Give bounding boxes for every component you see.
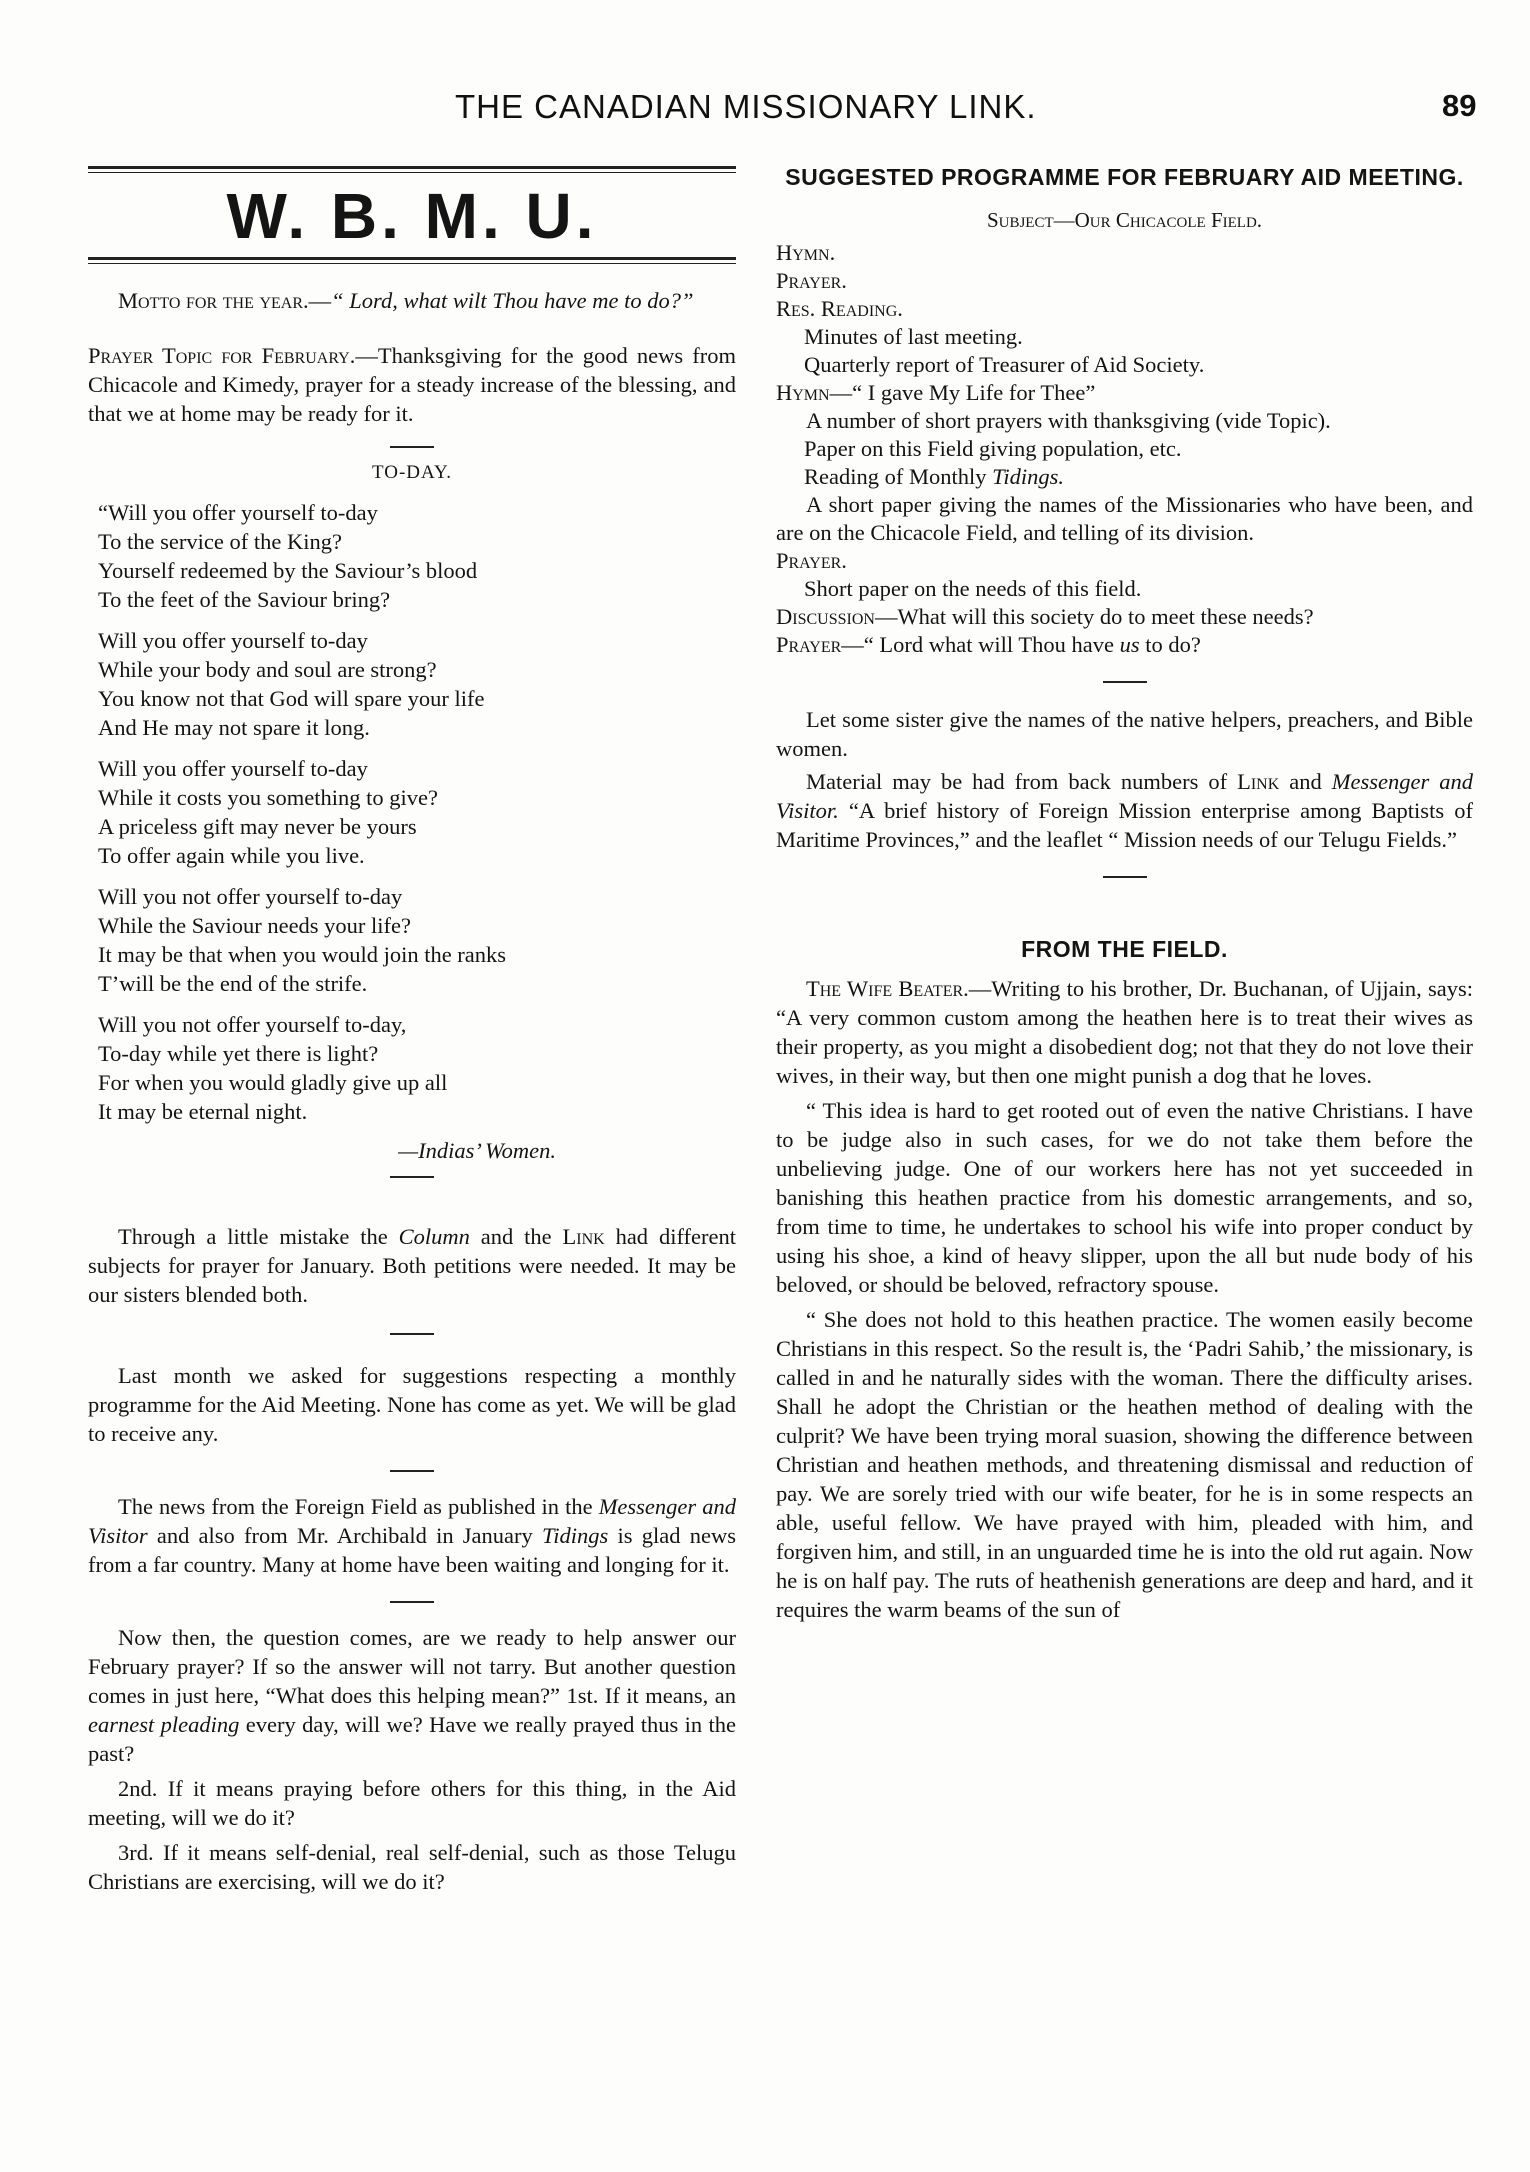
programme-item: Paper on this Field giving population, etc. xyxy=(804,436,1182,461)
paragraph-material xyxy=(776,767,1473,854)
text-run: —“ Lord what will Thou have xyxy=(841,632,1120,657)
text-run: —What will this society do to meet these needs? xyxy=(874,604,1314,629)
poem-title: TO-DAY. xyxy=(371,462,453,483)
text-run-smallcaps: The Wife Beater. xyxy=(806,976,969,1001)
poem-line: To the service of the King? xyxy=(98,529,342,554)
prayer-topic-label: Prayer Topic for February. xyxy=(88,343,356,368)
poem-attribution: —Indias’ Women. xyxy=(398,1138,556,1163)
text-run-italic: Column xyxy=(398,1224,470,1249)
text-run: Through a little mistake the xyxy=(118,1224,399,1249)
divider-rule xyxy=(390,1601,434,1603)
poem xyxy=(88,498,736,1126)
text-run: is glad news from a far country. Many at home have been waiting and longing for it. xyxy=(88,1523,736,1577)
divider-rule xyxy=(390,1176,434,1178)
divider-rule xyxy=(1103,681,1147,683)
poem-line: Will you not offer yourself to-day xyxy=(98,884,403,909)
programme-item xyxy=(776,379,1473,407)
poem-line: A priceless gift may never be yours xyxy=(98,814,417,839)
motto xyxy=(88,286,736,315)
text-run-smallcaps: Prayer xyxy=(776,632,842,657)
poem-line: For when you would gladly give up all xyxy=(98,1070,448,1095)
poem-stanza xyxy=(98,754,736,870)
programme-item: Hymn. xyxy=(776,240,836,265)
paragraph-mistake xyxy=(88,1222,736,1309)
paragraph-sister: Let some sister give the names of the native helpers, preachers, and Bible women. xyxy=(776,707,1473,761)
text-run-italic: Messenger and Visitor xyxy=(88,1494,736,1548)
text-run: The news from the Foreign Field as published in the xyxy=(118,1494,599,1519)
divider-rule xyxy=(390,1470,434,1472)
poem-stanza xyxy=(98,626,736,742)
text-run-italic: Messenger and Visitor. xyxy=(776,769,1473,823)
text-run: and also from Mr. Archibald in January xyxy=(147,1523,543,1548)
right-column xyxy=(776,164,1473,1624)
left-column xyxy=(88,166,736,1896)
text-run: and xyxy=(1279,769,1332,794)
text-run: Now then, the question comes, are we ready to help answer our February prayer? If so the answer will not tarry. But another question comes in just here, “What does this helping mean?” 1st. If it means, an xyxy=(88,1625,736,1708)
text-run: to do? xyxy=(1139,632,1201,657)
prayer-topic-text: —Thanksgiving for the good news from Chicacole and Kimedy, prayer for a steady increase of the blessing, and that we at home may be ready for it. xyxy=(88,343,736,426)
text-run: —Writing to his brother, Dr. Buchanan, of Ujjain, says: “A very common custom among the heathen here is to treat their wives as their property, as you might a disobedient dog; not that they do not love their wives, in their way, but then one might punish a dog that he loves. xyxy=(776,976,1473,1088)
programme-item: Prayer. xyxy=(776,268,847,293)
masthead-bottom-rule xyxy=(88,257,736,264)
programme-item: Minutes of last meeting. xyxy=(804,324,1023,349)
programme-subject: Subject—Our Chicacole Field. xyxy=(986,208,1263,232)
paragraph-news xyxy=(88,1492,736,1579)
from-field-heading: FROM THE FIELD. xyxy=(1021,936,1228,962)
poem-line: “Will you offer yourself to-day xyxy=(98,500,378,525)
motto-text: “ Lord, what wilt Thou have me to do?” xyxy=(331,288,694,313)
poem-line: Will you not offer yourself to-day, xyxy=(98,1012,407,1037)
programme-item: A number of short prayers with thanksgiving (vide Topic). xyxy=(806,408,1331,433)
paragraph-she: “ She does not hold to this heathen practice. The women easily become Christians in this respect. So the result is, the ‘Padri Sahib,’ the missionary, is called in and he naturally sides with the woman. There the difficulty arises. Shall he adopt the Christian or the heathen method of dealing with the culprit? We have been trying moral suasion, showing the difference between Christian and heathen methods, and threatening dismissal and reduction of pay. We are sorely tried with our wife beater, for he is in some respects an able, useful fellow. We have prayed with him, pleaded with him, and forgiven him, and still, in an unguarded time he is into the old rut again. Now he is on half pay. The ruts of heathenish generations are deep and hard, and it requires the warm beams of the sun of xyxy=(776,1307,1473,1622)
paragraph-2nd: 2nd. If it means praying before others for this thing, in the Aid meeting, will we do it? xyxy=(88,1776,736,1830)
poem-line: While it costs you something to give? xyxy=(98,785,438,810)
masthead: W. B. M. U. xyxy=(226,180,598,252)
text-run-italic: Tidings. xyxy=(992,464,1065,489)
poem-line: You know not that God will spare your life xyxy=(98,686,485,711)
text-run: Reading of Monthly xyxy=(804,464,993,489)
poem-line: To-day while yet there is light? xyxy=(98,1041,379,1066)
text-run-smallcaps: Discussion xyxy=(776,604,875,629)
poem-line: And He may not spare it long. xyxy=(98,715,370,740)
poem-line: Will you offer yourself to-day xyxy=(98,628,368,653)
text-run-italic: earnest pleading xyxy=(88,1712,240,1737)
prayer-topic xyxy=(88,341,736,428)
poem-line: To offer again while you live. xyxy=(98,843,365,868)
text-run: Material may be had from back numbers of xyxy=(806,769,1238,794)
programme-heading: SUGGESTED PROGRAMME FOR FEBRUARY AID MEETING. xyxy=(785,164,1464,190)
programme-item: Res. Reading. xyxy=(776,296,903,321)
text-run: had different subjects for prayer for January. Both petitions were needed. It may be our sisters blended both. xyxy=(88,1224,736,1307)
poem-line: To the feet of the Saviour bring? xyxy=(98,587,391,612)
programme-item xyxy=(776,603,1473,631)
text-run-italic: Tidings xyxy=(542,1523,609,1548)
programme-item xyxy=(776,463,1473,491)
running-head xyxy=(0,88,1530,128)
motto-label: Motto for the year.— xyxy=(118,288,332,313)
programme-item: Quarterly report of Treasurer of Aid Society. xyxy=(804,352,1205,377)
poem-line: It may be eternal night. xyxy=(98,1099,308,1124)
text-run-smallcaps: Hymn xyxy=(776,380,830,405)
poem-stanza xyxy=(98,498,736,614)
text-run: every day, will we? Have we really prayed thus in the past? xyxy=(88,1712,736,1766)
text-run: and the xyxy=(469,1224,563,1249)
programme-list xyxy=(776,239,1473,659)
divider-rule xyxy=(1103,876,1147,878)
text-run: —“ I gave My Life for Thee” xyxy=(829,380,1096,405)
poem-line: While your body and soul are strong? xyxy=(98,657,437,682)
text-run-smallcaps: Link xyxy=(562,1224,605,1249)
divider-rule xyxy=(390,1333,434,1335)
text-run-smallcaps: Link xyxy=(1237,769,1280,794)
paragraph-suggestions: Last month we asked for suggestions respecting a monthly programme for the Aid Meeting. None has come as yet. We will be glad to receive any. xyxy=(88,1363,736,1446)
programme-item: A short paper giving the names of the Missionaries who have been, and are on the Chicacole Field, and telling of its division. xyxy=(776,492,1473,545)
text-run: “A brief history of Foreign Mission enterprise among Baptists of Maritime Provinces,” and the leaflet “ Mission needs of our Telugu Fields.” xyxy=(776,798,1473,852)
poem-stanza xyxy=(98,882,736,998)
text-run-italic: us xyxy=(1119,632,1140,657)
programme-item xyxy=(776,631,1473,659)
poem-line: Yourself redeemed by the Saviour’s blood xyxy=(98,558,478,583)
paragraph-question xyxy=(88,1623,736,1768)
paragraph-wife-beater xyxy=(776,974,1473,1090)
poem-line: While the Saviour needs your life? xyxy=(98,913,412,938)
paragraph-3rd: 3rd. If it means self-denial, real self-denial, such as those Telugu Christians are exercising, will we do it? xyxy=(88,1840,736,1894)
poem-line: T’will be the end of the strife. xyxy=(98,971,368,996)
running-title: THE CANADIAN MISSIONARY LINK. xyxy=(455,88,1037,125)
poem-line: It may be that when you would join the ranks xyxy=(98,942,507,967)
page-number: 89 xyxy=(1442,88,1477,123)
masthead-top-rule xyxy=(88,166,736,173)
programme-item: Prayer. xyxy=(776,548,847,573)
poem-stanza xyxy=(98,1010,736,1126)
paragraph-idea: “ This idea is hard to get rooted out of even the native Christians. I have to be judge also in such cases, for we do not take them before the unbelieving judge. One of our workers here has not yet succeeded in banishing this heathen practice from his domestic arrangements, and so, from time to time, he undertakes to school his wife into proper conduct by using his shoe, a kind of heavy slipper, upon the all but nude body of his beloved, or should be beloved, refractory spouse. xyxy=(776,1098,1473,1297)
programme-item: Short paper on the needs of this field. xyxy=(804,576,1142,601)
divider-rule xyxy=(390,446,434,448)
poem-line: Will you offer yourself to-day xyxy=(98,756,368,781)
